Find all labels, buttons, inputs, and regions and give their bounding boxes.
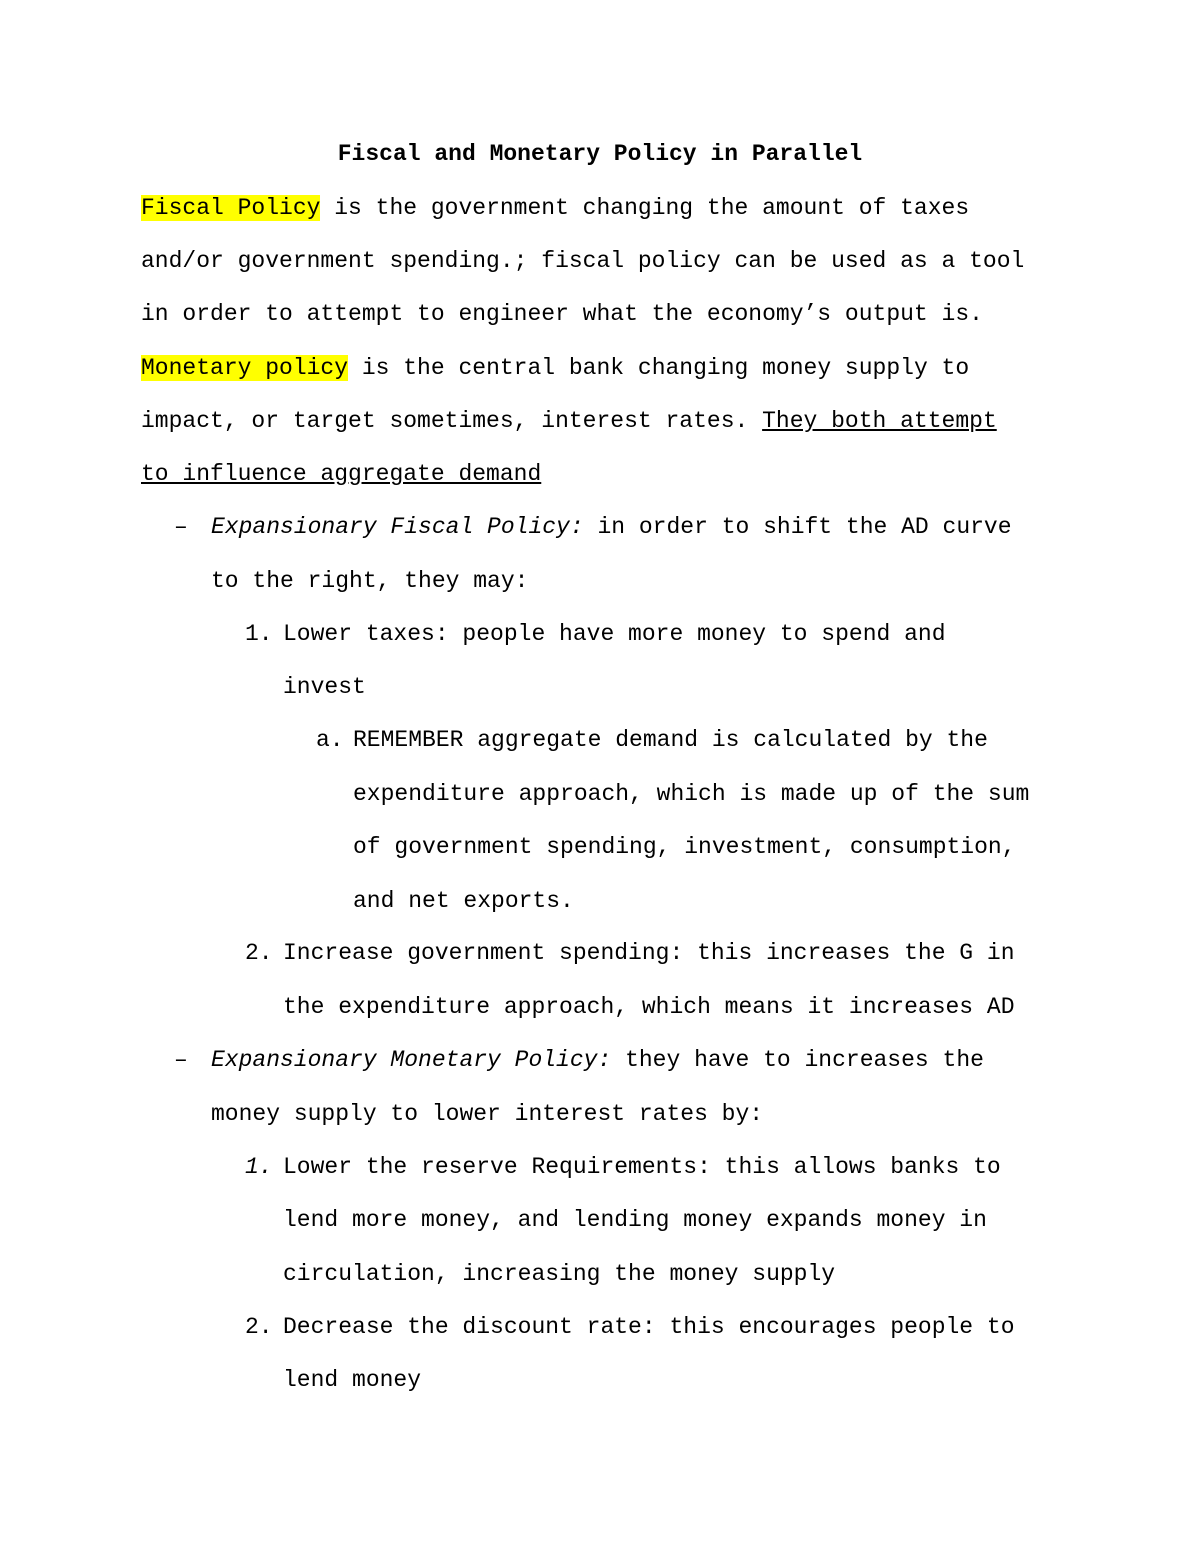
- monetary-bullet-line-1: [211, 1045, 984, 1075]
- fiscal-bullet-line-1-text: in order to shift the AD curve: [583, 514, 1012, 540]
- subitem-a-line-4: and net exports.: [353, 888, 574, 914]
- monetary-policy-term: Monetary policy: [141, 355, 349, 381]
- fiscal-policy-term: Fiscal Policy: [141, 195, 321, 221]
- fiscal-item-2-line-2: the expenditure approach, which means it increases AD: [283, 994, 1015, 1020]
- subitem-a-line-2: expenditure approach, which is made up of the sum: [353, 781, 1030, 807]
- monetary-item-1-line-3: circulation, increasing the money supply: [283, 1261, 836, 1287]
- underlined-statement-part-2: to influence aggregate demand: [141, 461, 542, 487]
- list-number-marker: 2.: [245, 1314, 273, 1340]
- monetary-bullet-line-2: money supply to lower interest rates by:: [211, 1101, 764, 1127]
- monetary-item-1-line-1: Lower the reserve Requirements: this allows banks to: [283, 1154, 1001, 1180]
- bullet-dash-marker: –: [174, 1047, 188, 1073]
- fiscal-bullet-line-1: [211, 512, 1012, 542]
- list-number-marker: 1.: [245, 621, 273, 647]
- underlined-statement-part-1: They both attempt: [762, 408, 997, 434]
- fiscal-bullet-heading: Expansionary Fiscal Policy:: [211, 514, 584, 540]
- intro-line-5-text: impact, or target sometimes, interest rates.: [141, 408, 763, 434]
- list-number-marker: 1.: [245, 1154, 273, 1180]
- bullet-dash-marker: –: [174, 514, 188, 540]
- intro-line-1: [141, 193, 969, 223]
- monetary-item-2-line-1: Decrease the discount rate: this encourages people to: [283, 1314, 1015, 1340]
- fiscal-item-1-line-1: Lower taxes: people have more money to spend and: [283, 621, 946, 647]
- page-title: Fiscal and Monetary Policy in Parallel: [337, 141, 863, 167]
- monetary-bullet-line-1-text: they have to increases the: [611, 1047, 984, 1073]
- subitem-a-line-1: REMEMBER aggregate demand is calculated by the: [353, 727, 988, 753]
- intro-line-2: and/or government spending.; fiscal policy can be used as a tool: [141, 248, 1025, 274]
- intro-line-4-text: is the central bank changing money supply to: [348, 355, 970, 381]
- fiscal-item-2-line-1: Increase government spending: this increases the G in: [283, 940, 1015, 966]
- subitem-a-line-3: of government spending, investment, consumption,: [353, 834, 1016, 860]
- intro-line-5: [141, 406, 997, 436]
- fiscal-item-1-line-2: invest: [283, 674, 366, 700]
- fiscal-bullet-line-2: to the right, they may:: [211, 568, 529, 594]
- intro-line-6: [141, 459, 541, 489]
- intro-line-3: in order to attempt to engineer what the economy’s output is.: [141, 301, 983, 327]
- monetary-bullet-heading: Expansionary Monetary Policy:: [211, 1047, 612, 1073]
- list-number-marker: 2.: [245, 940, 273, 966]
- intro-line-1-text: is the government changing the amount of taxes: [320, 195, 970, 221]
- intro-line-4: [141, 353, 969, 383]
- monetary-item-1-line-2: lend more money, and lending money expands money in: [283, 1207, 987, 1233]
- monetary-item-2-line-2: lend money: [283, 1367, 422, 1393]
- list-letter-marker: a.: [316, 727, 344, 753]
